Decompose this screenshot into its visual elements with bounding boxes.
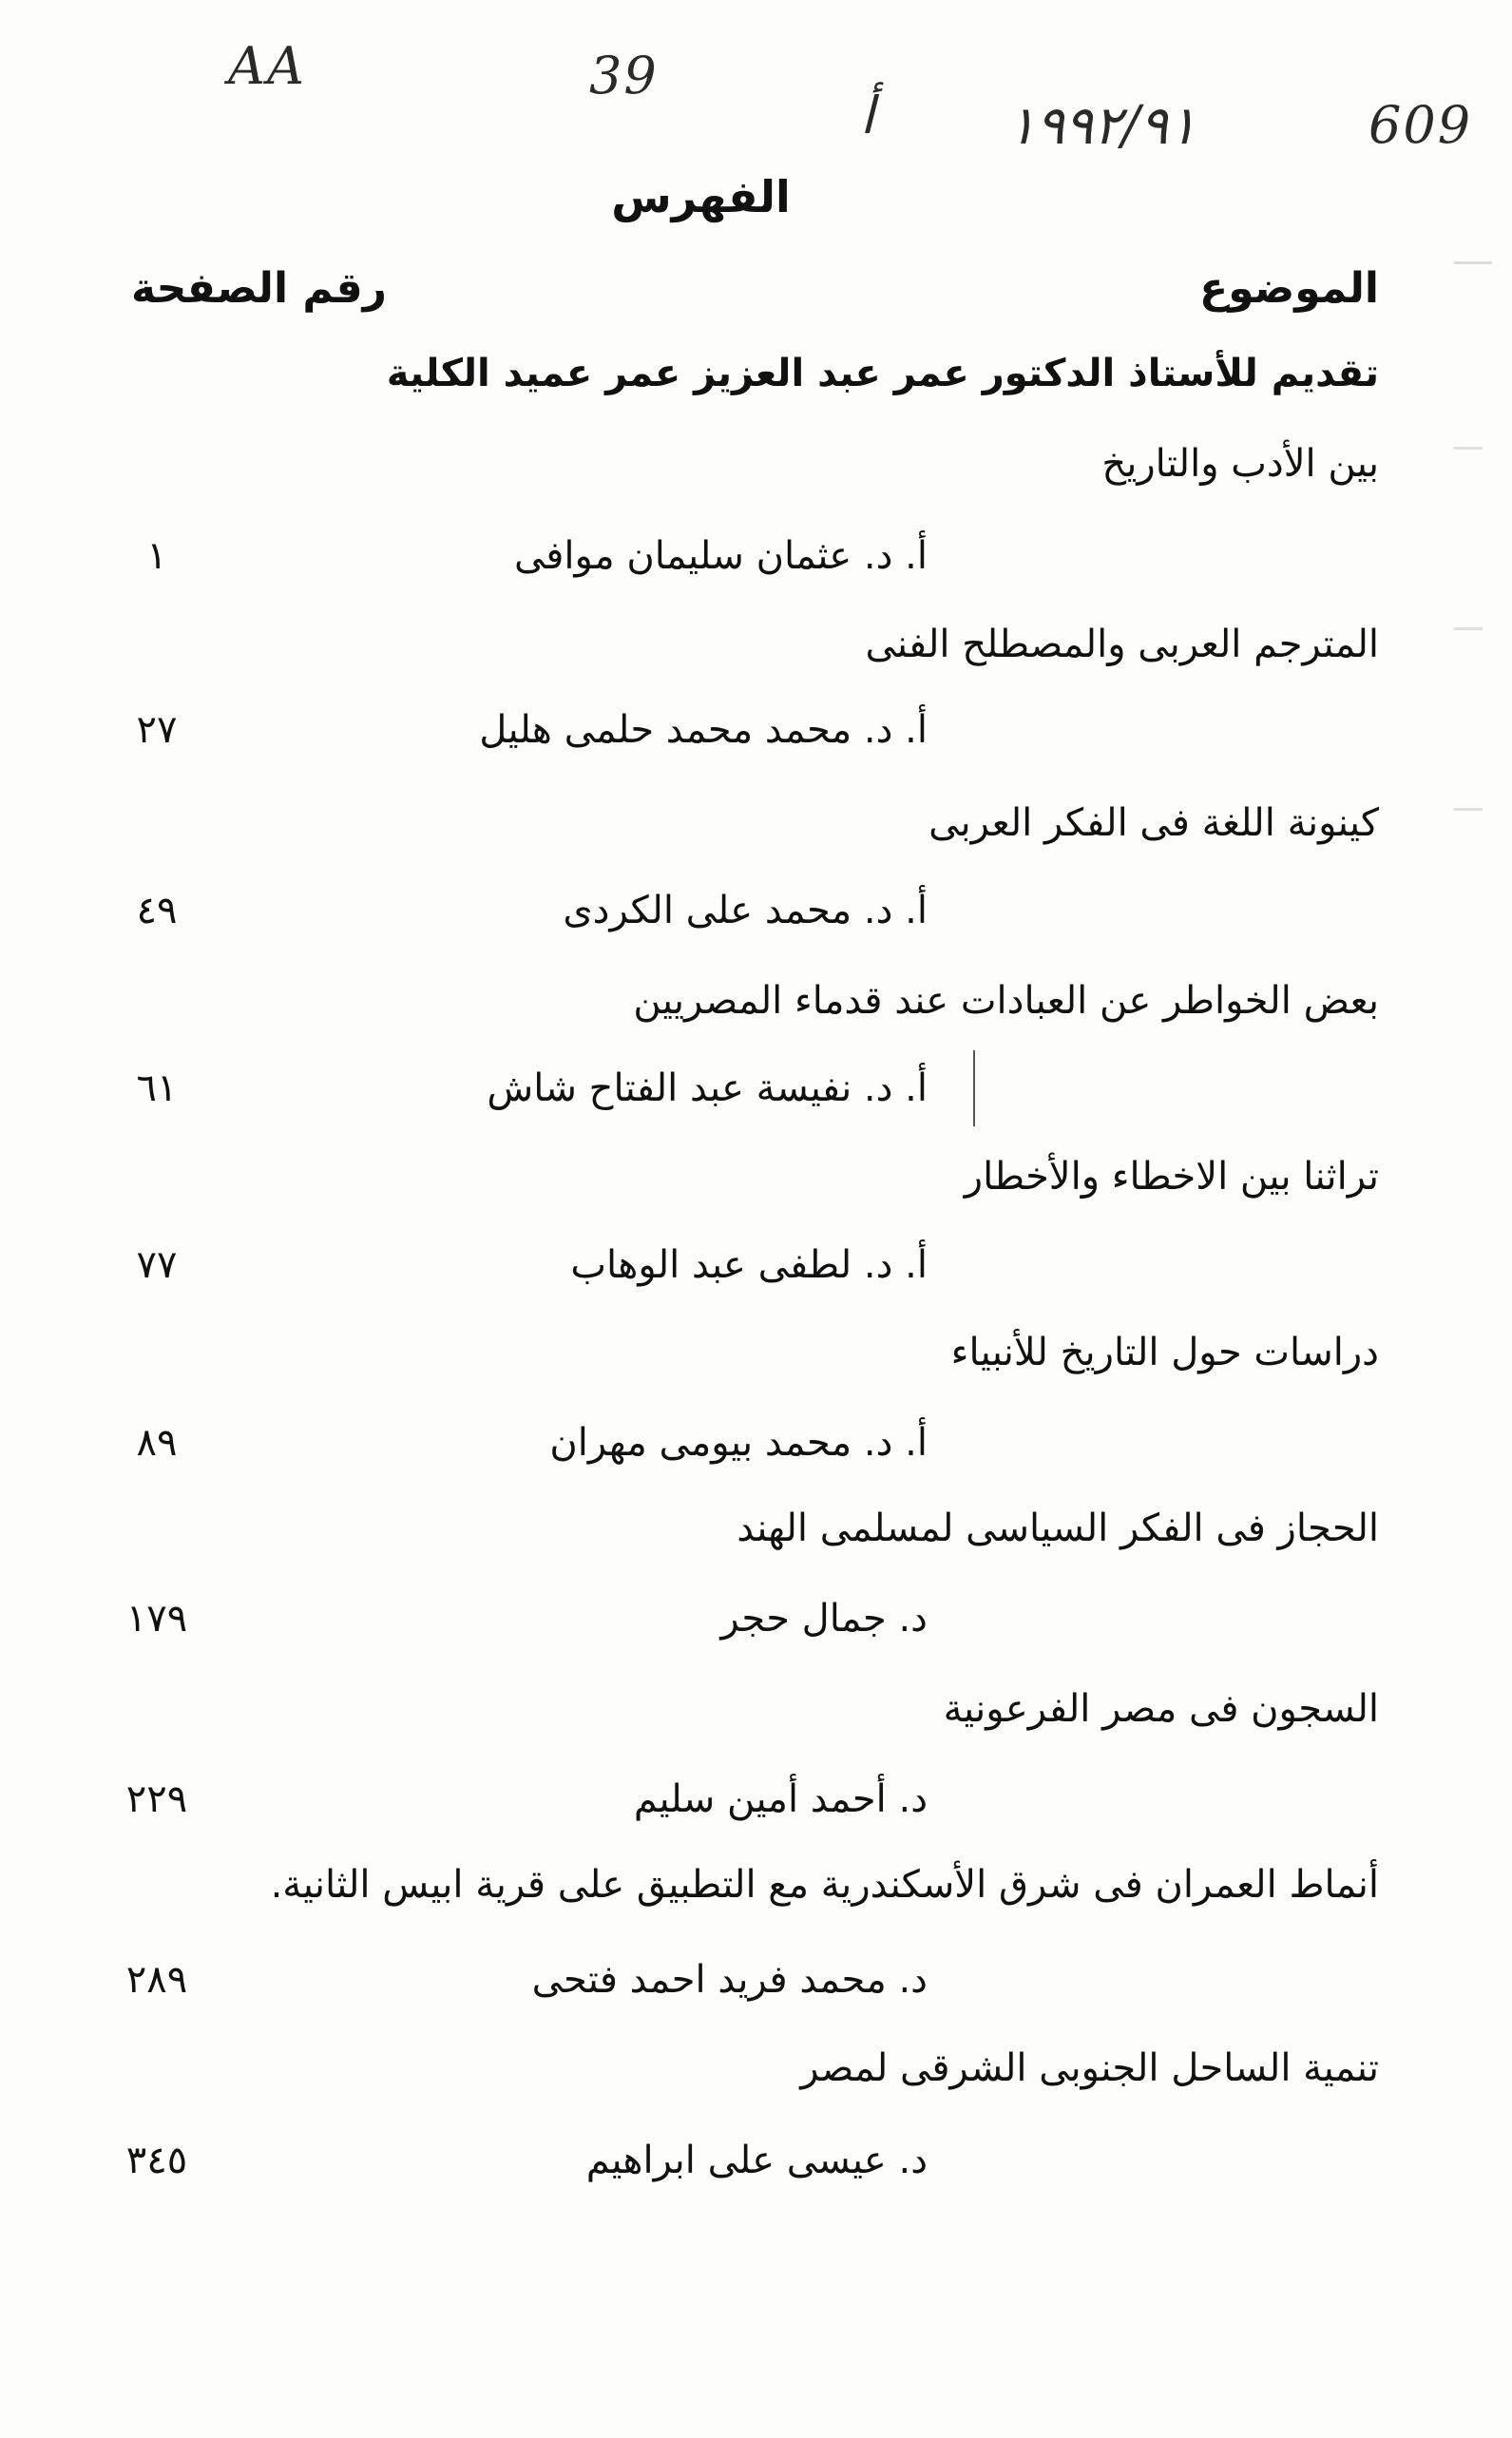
bleed-mark — [1454, 447, 1483, 450]
entry-author: د. محمد فريد احمد فتحى — [531, 1958, 928, 2002]
bleed-mark — [1454, 627, 1483, 630]
entry-page-number: ٨٩ — [136, 1421, 178, 1465]
handwritten-letter: أ — [860, 86, 875, 145]
entry-page-number: ٤٩ — [136, 889, 178, 932]
entry-topic: كينونة اللغة فى الفكر العربى — [928, 801, 1379, 845]
entry-page-number: ١ — [146, 534, 167, 578]
entry-topic: السجون فى مصر الفرعونية — [943, 1687, 1379, 1731]
entry-page-number: ٧٧ — [136, 1243, 178, 1287]
stray-pen-mark — [973, 1050, 975, 1126]
page-number-column-header: رقم الصفحة — [131, 264, 387, 313]
entry-topic: تقديم للأستاذ الدكتور عمر عبد العزيز عمر عميد الكلية — [386, 352, 1379, 395]
entry-page-number: ٦١ — [136, 1066, 178, 1110]
handwritten-number: 39 — [589, 46, 659, 106]
entry-author: أ. د. نفيسة عبد الفتاح شاش — [487, 1066, 928, 1110]
entry-author: أ. د. محمد بيومى مهران — [549, 1421, 928, 1465]
entry-author: د. جمال حجر — [720, 1597, 928, 1641]
entry-topic: دراسات حول التاريخ للأنبياء — [950, 1331, 1379, 1374]
entry-topic: المترجم العربى والمصطلح الفنى — [865, 623, 1379, 666]
entry-author: أ. د. محمد على الكردى — [563, 889, 928, 932]
entry-page-number: ٢٧ — [136, 708, 178, 752]
entry-topic: بعض الخواطر عن العبادات عند قدماء المصريين — [633, 979, 1379, 1023]
entry-author: أ. د. محمد محمد حلمى هليل — [479, 708, 928, 752]
entry-topic: تراثنا بين الاخطاء والأخطار — [964, 1155, 1379, 1199]
handwritten-right-code: 609 — [1368, 95, 1473, 155]
entry-page-number: ٢٨٩ — [125, 1958, 188, 2002]
entry-page-number: ٢٢٩ — [125, 1777, 188, 1821]
bleed-mark — [1454, 261, 1492, 264]
handwritten-left-code: AA — [228, 36, 306, 96]
entry-topic: أنماط العمران فى شرق الأسكندرية مع التطبيق على قرية ابيس الثانية. — [270, 1863, 1379, 1907]
bleed-mark — [1454, 808, 1483, 811]
entry-author: أ. د. عثمان سليمان موافى — [513, 534, 928, 578]
entry-author: د. عيسى على ابراهيم — [585, 2139, 928, 2182]
entry-topic: الحجاز فى الفكر السياسى لمسلمى الهند — [737, 1507, 1379, 1550]
topic-column-header: الموضوع — [1199, 264, 1379, 313]
entry-author: أ. د. لطفى عبد الوهاب — [570, 1243, 928, 1287]
page-title: الفهرس — [611, 171, 791, 222]
entry-page-number: ٣٤٥ — [125, 2139, 188, 2182]
entry-page-number: ١٧٩ — [125, 1597, 188, 1641]
entry-topic: بين الأدب والتاريخ — [1101, 442, 1379, 486]
entry-topic: تنمية الساحل الجنوبى الشرقى لمصر — [800, 2046, 1379, 2090]
handwritten-date: ١٩٩٢/٩١ — [1007, 95, 1197, 157]
entry-author: د. أحمد أمين سليم — [633, 1777, 928, 1821]
